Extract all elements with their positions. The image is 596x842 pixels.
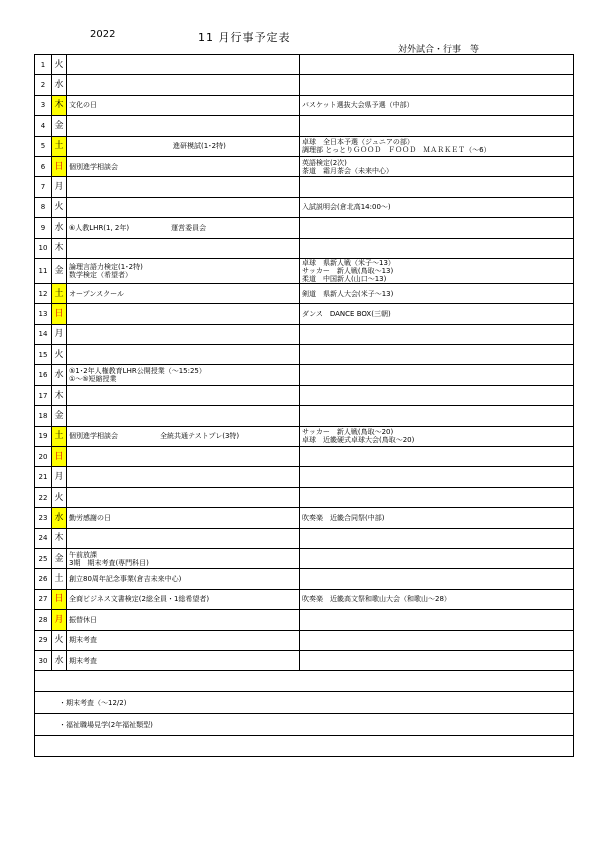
school-events-cell (67, 548, 300, 568)
external-events-cell (300, 156, 574, 176)
day-number: 5 (35, 136, 52, 156)
external-events-cell (300, 238, 574, 258)
school-event-text: オープンスクール (69, 289, 125, 298)
external-events-cell (300, 528, 574, 548)
external-event-text: 調理部 とっとりＧＯＯＤ ＦＯＯＤ ＭＡＲＫＥＴ（～6） (302, 146, 491, 155)
external-events-cell (300, 508, 574, 528)
schedule-row (35, 156, 574, 176)
schedule-row (35, 528, 574, 548)
school-events-cell (67, 197, 300, 217)
day-number: 23 (35, 508, 52, 528)
day-number: 8 (35, 197, 52, 217)
schedule-row (35, 136, 574, 156)
school-events-cell (67, 136, 300, 156)
weekday: 火 (52, 630, 67, 650)
weekday: 土 (52, 283, 67, 303)
school-events-cell (67, 304, 300, 324)
weekday: 日 (52, 447, 67, 467)
school-event-line (69, 432, 297, 440)
schedule-row (35, 304, 574, 324)
school-events-cell (67, 406, 300, 426)
external-events-cell (300, 283, 574, 303)
note-row (35, 714, 574, 736)
day-number: 3 (35, 95, 52, 115)
weekday: 木 (52, 95, 67, 115)
weekday: 日 (52, 589, 67, 609)
weekday: 日 (52, 304, 67, 324)
schedule-row (35, 324, 574, 344)
school-event-text: 期末考査 (69, 636, 97, 645)
day-number: 30 (35, 650, 52, 670)
school-event-text: 期末考査 (69, 656, 97, 665)
school-events-cell (67, 589, 300, 609)
external-events-cell (300, 447, 574, 467)
schedule-row (35, 630, 574, 650)
schedule-row (35, 548, 574, 568)
external-event-text: サッカー 新人戦(鳥取～20) (302, 428, 394, 437)
school-events-cell (67, 75, 300, 95)
weekday: 土 (52, 136, 67, 156)
weekday: 日 (52, 156, 67, 176)
school-event-text: 全商ビジネス文書検定(2総全員・1総希望者) (69, 595, 210, 604)
blank-cell (35, 736, 574, 757)
day-number: 2 (35, 75, 52, 95)
day-number: 13 (35, 304, 52, 324)
external-events-cell (300, 116, 574, 136)
school-events-cell (67, 238, 300, 258)
external-events-cell (300, 136, 574, 156)
external-events-cell (300, 630, 574, 650)
external-events-cell (300, 426, 574, 446)
school-events-cell (67, 508, 300, 528)
weekday: 土 (52, 569, 67, 589)
school-event-text: 3期 期末考査(専門科目) (69, 558, 149, 567)
school-events-cell (67, 95, 300, 115)
external-event-text: 入試説明会(倉北高14:00～) (302, 203, 391, 212)
external-events-cell (300, 345, 574, 365)
schedule-row (35, 508, 574, 528)
weekday: 月 (52, 467, 67, 487)
weekday: 月 (52, 610, 67, 630)
external-event-text: 茶道 霜月茶会（未来中心） (302, 166, 393, 175)
schedule-row (35, 385, 574, 405)
day-number: 9 (35, 218, 52, 238)
school-event-text: ⑥人教LHR(1, 2年) (69, 223, 130, 232)
school-events-cell (67, 116, 300, 136)
school-event-text: ⑤1･2年人権教育LHR公開授業（～15:25） (69, 367, 206, 376)
day-number: 7 (35, 177, 52, 197)
right-column-heading: 対外試合・行事 等 (398, 45, 480, 55)
schedule-row (35, 75, 574, 95)
schedule-row (35, 406, 574, 426)
day-number: 25 (35, 548, 52, 568)
schedule-row (35, 569, 574, 589)
schedule-row (35, 447, 574, 467)
school-events-cell (67, 487, 300, 507)
external-event-text: 卓球 県新人戦（米子～13） (302, 258, 395, 267)
schedule-row (35, 95, 574, 115)
school-event-text: 個別進学相談会 (69, 162, 118, 171)
schedule-row (35, 610, 574, 630)
external-event-text: 剣道 県新人大会(米子～13) (302, 289, 394, 298)
year-label: 2022 (90, 29, 116, 40)
day-number: 4 (35, 116, 52, 136)
external-events-cell (300, 589, 574, 609)
school-events-cell (67, 258, 300, 283)
note-row (35, 692, 574, 714)
weekday: 金 (52, 258, 67, 283)
day-number: 11 (35, 258, 52, 283)
external-events-cell (300, 650, 574, 670)
weekday: 水 (52, 75, 67, 95)
school-event-text: 数学検定（希望者） (69, 270, 132, 279)
school-events-cell (67, 447, 300, 467)
day-number: 14 (35, 324, 52, 344)
external-event-text: バスケット選抜大会県予選（中部） (302, 101, 414, 110)
schedule-row (35, 55, 574, 75)
school-events-cell (67, 177, 300, 197)
day-number: 20 (35, 447, 52, 467)
note-text: ・福祉職場見学(2年福祉類型) (35, 714, 574, 736)
day-number: 18 (35, 406, 52, 426)
weekday: 月 (52, 324, 67, 344)
external-events-cell (300, 197, 574, 217)
school-events-cell (67, 528, 300, 548)
external-events-cell (300, 218, 574, 238)
day-number: 26 (35, 569, 52, 589)
schedule-row (35, 238, 574, 258)
schedule-row (35, 258, 574, 283)
external-events-cell (300, 406, 574, 426)
day-number: 1 (35, 55, 52, 75)
external-events-cell (300, 304, 574, 324)
weekday: 金 (52, 116, 67, 136)
blank-row (35, 671, 574, 692)
weekday: 金 (52, 406, 67, 426)
weekday: 木 (52, 385, 67, 405)
weekday: 火 (52, 197, 67, 217)
day-number: 27 (35, 589, 52, 609)
external-events-cell (300, 610, 574, 630)
external-events-cell (300, 324, 574, 344)
weekday: 土 (52, 426, 67, 446)
school-event-text: 振替休日 (69, 615, 97, 624)
schedule-row (35, 116, 574, 136)
blank-row (35, 736, 574, 757)
weekday: 火 (52, 487, 67, 507)
school-events-cell (67, 426, 300, 446)
weekday: 水 (52, 218, 67, 238)
school-event-text: 創立80周年記念事業(倉吉未来中心) (69, 575, 182, 584)
external-event-text: 卓球 全日本予選（ジュニアの部） (302, 138, 414, 147)
school-events-cell (67, 283, 300, 303)
schedule-row (35, 345, 574, 365)
external-events-cell (300, 385, 574, 405)
external-events-cell (300, 365, 574, 385)
school-events-cell (67, 650, 300, 670)
external-events-cell (300, 548, 574, 568)
school-events-cell (67, 467, 300, 487)
school-event-text: 論理言語力検定(1･2特) (69, 262, 143, 271)
schedule-table (34, 54, 574, 757)
external-event-text: 吹奏楽 近畿高文祭和歌山大会（和歌山～28） (302, 595, 451, 604)
school-events-cell (67, 55, 300, 75)
school-events-cell (67, 630, 300, 650)
page-title: 11 月行事予定表 (198, 31, 291, 44)
note-text: ・期末考査（～12/2) (35, 692, 574, 714)
schedule-row (35, 589, 574, 609)
schedule-row (35, 365, 574, 385)
schedule-row (35, 283, 574, 303)
blank-cell (35, 671, 574, 692)
school-event-text: 文化の日 (69, 101, 97, 110)
day-number: 12 (35, 283, 52, 303)
school-events-cell (67, 385, 300, 405)
weekday: 水 (52, 650, 67, 670)
weekday: 金 (52, 548, 67, 568)
school-events-cell (67, 365, 300, 385)
external-event-text: ダンス DANCE BOX(三朝) (302, 309, 391, 318)
external-event-text: 卓球 近畿硬式卓球大会(鳥取～20) (302, 436, 415, 445)
external-event-text: 英語検定(2次) (302, 158, 347, 167)
external-events-cell (300, 569, 574, 589)
weekday: 火 (52, 55, 67, 75)
external-events-cell (300, 467, 574, 487)
day-number: 21 (35, 467, 52, 487)
school-event-text: 勤労感謝の日 (69, 513, 111, 522)
school-events-cell (67, 218, 300, 238)
weekday: 水 (52, 365, 67, 385)
day-number: 28 (35, 610, 52, 630)
external-event-text: 吹奏楽 近畿合同祭(中部) (302, 513, 385, 522)
schedule-row (35, 650, 574, 670)
weekday: 木 (52, 528, 67, 548)
day-number: 17 (35, 385, 52, 405)
external-events-cell (300, 55, 574, 75)
school-event-text: 午前放課 (69, 550, 97, 559)
day-number: 10 (35, 238, 52, 258)
schedule-row (35, 177, 574, 197)
day-number: 24 (35, 528, 52, 548)
school-events-cell (67, 610, 300, 630)
external-events-cell (300, 258, 574, 283)
school-events-cell (67, 345, 300, 365)
weekday: 火 (52, 345, 67, 365)
external-events-cell (300, 95, 574, 115)
school-event-mid-text: 全統共通テストプレ(3特) (160, 432, 240, 441)
schedule-row (35, 426, 574, 446)
day-number: 6 (35, 156, 52, 176)
day-number: 16 (35, 365, 52, 385)
external-events-cell (300, 487, 574, 507)
school-event-text: 個別進学相談会 (69, 432, 118, 441)
schedule-row (35, 487, 574, 507)
schedule-row (35, 467, 574, 487)
day-number: 19 (35, 426, 52, 446)
weekday: 水 (52, 508, 67, 528)
external-event-text: サッカー 新人戦(鳥取～13) (302, 266, 394, 275)
school-event-line (69, 224, 297, 232)
day-number: 29 (35, 630, 52, 650)
weekday: 月 (52, 177, 67, 197)
external-events-cell (300, 177, 574, 197)
school-event-text: ①～⑤短縮授業 (69, 375, 117, 384)
day-number: 22 (35, 487, 52, 507)
external-event-text: 柔道 中国新人(山口～13) (302, 274, 387, 283)
weekday: 木 (52, 238, 67, 258)
schedule-row (35, 197, 574, 217)
schedule-row (35, 218, 574, 238)
external-events-cell (300, 75, 574, 95)
school-event-mid-text: 運営委員会 (171, 223, 207, 232)
school-events-cell (67, 569, 300, 589)
school-events-cell (67, 324, 300, 344)
school-event-mid-text: 進研模試(1･2特) (173, 142, 226, 151)
school-events-cell (67, 156, 300, 176)
day-number: 15 (35, 345, 52, 365)
